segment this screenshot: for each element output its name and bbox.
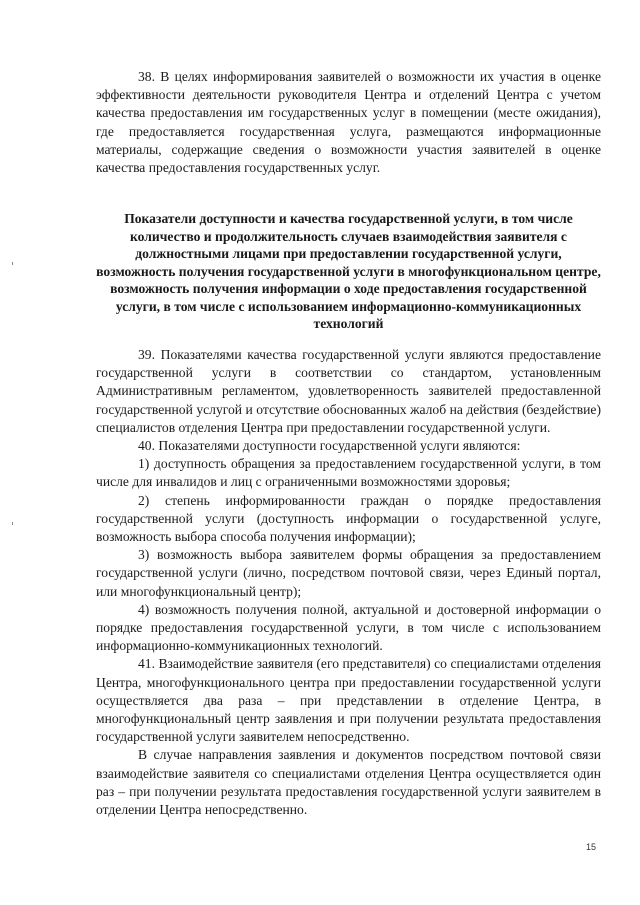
- paragraph-39: 39. Показателями качества государственной услуги являются предоставление государственной услуги в соответствии со стандартом, установленным Административным регламентом, удовлетворенность заявителей предоставленной государственной услугой и отсутствие обоснованных жалоб на действия (бездействие) специалистов отделения Центра при предоставлении государственной услуги.: [96, 347, 601, 435]
- section-heading: Показатели доступности и качества государственной услуги, в том числе количество и продолжительность случаев взаимодействия заявителя с должностными лицами при предоставлении государственной услуги, возможность получения государственной услуги в многофункциональном центре, возможность получения информации о ходе предоставления государственной услуги, в том числе с использованием информационно-коммуникационных технологий: [96, 211, 601, 331]
- paragraph-38: 38. В целях информирования заявителей о возможности их участия в оценке эффективности деятельности руководителя Центра и отделений Центра с учетом качества предоставления им государственных услуг в помещении (месте ожидания), где предоставляется государственная услуга, размещаются информационные материалы, содержащие сведения о возможности участия заявителей в оценке качества предоставления государственных услуг.: [96, 69, 601, 176]
- paragraph-40: 40. Показателями доступности государственной услуги являются:: [138, 438, 521, 454]
- scan-speck: [12, 522, 13, 525]
- list-item-1: 1) доступность обращения за предоставлением государственной услуги, в том числе для инвалидов и лиц с ограниченными возможностями здоровья;: [96, 456, 601, 490]
- list-item-3: 3) возможность выбора заявителем формы обращения за предоставлением государственной услуги (лично, посредством почтовой связи, через Единый портал, или многофункциональный центр);: [96, 547, 601, 599]
- page-number: 15: [586, 842, 597, 852]
- paragraph-41: 41. Взаимодействие заявителя (его представителя) со специалистами отделения Центра, многофункционального центра при предоставлении государственной услуги осуществляется два раза – при представлении в отделение Центра, в многофункциональный центр заявления и при получении результата предоставления государственной услуги заявителем непосредственно.: [96, 656, 601, 745]
- paragraph-final: В случае направления заявления и документов посредством почтовой связи взаимодействие заявителя со специалистами отделения Центра осуществляется один раз – при получении результата предоставления государственной услуги заявителем в отделении Центра непосредственно.: [96, 747, 601, 818]
- paragraph-38-block: [96, 68, 601, 177]
- list-item-2: 2) степень информированности граждан о порядке предоставления государственной услуги (доступность информации о государственной услуге, возможность выбора способа получения информации);: [96, 492, 601, 545]
- body-text-block: [96, 346, 601, 819]
- scan-speck: [12, 262, 13, 265]
- list-item-4: 4) возможность получения полной, актуальной и достоверной информации о порядке предоставления государственной услуги, в том числе с использованием информационно-коммуникационных технологий.: [96, 601, 601, 654]
